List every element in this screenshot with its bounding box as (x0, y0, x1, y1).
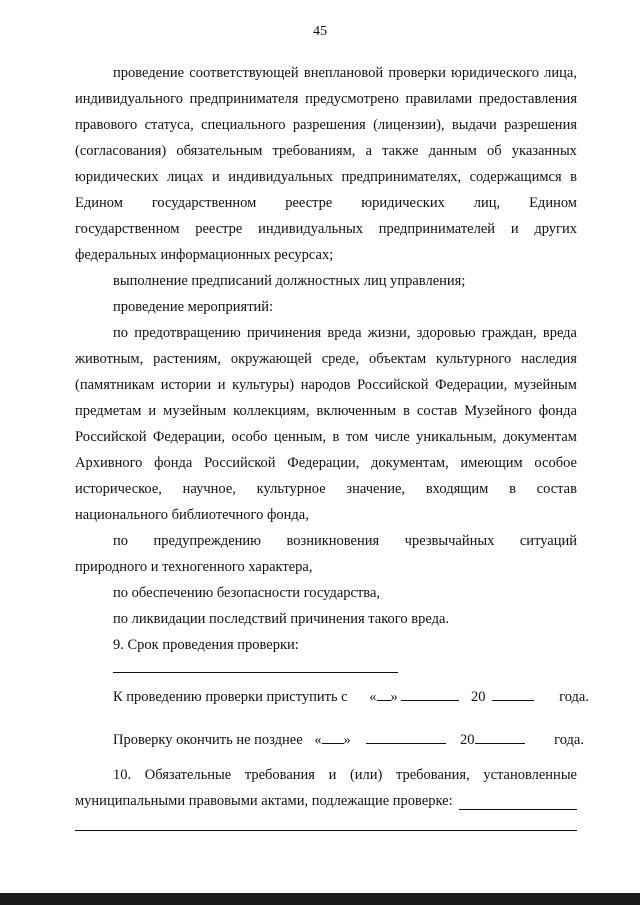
end-day-field[interactable] (322, 727, 344, 744)
end-month-field[interactable] (366, 727, 446, 744)
word: истории (160, 377, 212, 393)
word: лица, (544, 65, 577, 81)
word: в (403, 403, 410, 419)
paragraph-line (75, 372, 577, 398)
word: проверки (388, 65, 446, 81)
word: (согласования) (75, 143, 167, 159)
scan-bottom-edge (0, 893, 640, 905)
word: Российской (357, 377, 429, 393)
end-date-label: Проверку окончить не позднее (113, 732, 303, 748)
word: включенным (316, 403, 397, 419)
word: среде, (321, 351, 360, 367)
word: государственном (75, 221, 180, 237)
word: в (332, 429, 340, 445)
start-year-suffix: года. (559, 689, 589, 705)
word: фонда (154, 455, 193, 471)
start-day-field[interactable] (377, 684, 391, 701)
requirements-field[interactable] (459, 793, 577, 810)
word: состав (416, 403, 458, 419)
word: и (148, 403, 157, 419)
word: объектам (368, 351, 427, 367)
word: требования (244, 767, 315, 783)
word: народов (300, 377, 351, 393)
word: выдачи (451, 117, 497, 133)
paragraph-inspection-grounds (75, 60, 577, 242)
word: в (570, 169, 577, 185)
word: содержащимся (469, 169, 562, 185)
word: числе (374, 429, 410, 445)
section-10-text: муниципальными правовыми актами, подлежащие проверке: (75, 793, 453, 809)
word: Едином (75, 195, 123, 211)
word: значение, (346, 481, 406, 497)
word: индивидуальных (258, 221, 364, 237)
word: предоставления (478, 91, 577, 107)
word: входящим (425, 481, 489, 497)
word: специального (201, 117, 286, 133)
word: индивидуальных (228, 169, 334, 185)
word: 10. (113, 767, 132, 783)
document-body (75, 60, 577, 658)
word: правового (75, 117, 138, 133)
word: предотвращению (134, 325, 241, 341)
start-year-prefix: 20 (471, 689, 486, 705)
word: научное, (182, 481, 236, 497)
word: и (328, 767, 337, 783)
word: возникновения (286, 533, 380, 549)
word: Российской (75, 429, 147, 445)
word: и (211, 169, 220, 185)
word: и (510, 221, 519, 237)
paragraph-line (75, 476, 577, 502)
word: животным, (75, 351, 144, 367)
word: юридического (451, 65, 539, 81)
word: ценным, (273, 429, 327, 445)
word: растениям, (153, 351, 221, 367)
word: предпринимателя (189, 91, 299, 107)
word: обязательным (176, 143, 263, 159)
word: индивидуального (75, 91, 183, 107)
start-date-line (113, 684, 589, 706)
word: требованиям, (272, 143, 356, 159)
word: Музейного (464, 403, 532, 419)
word: Архивного (75, 455, 143, 471)
word: соответствующей (189, 65, 299, 81)
word: (памятникам (75, 377, 155, 393)
word: том (345, 429, 369, 445)
word: требования, (395, 767, 470, 783)
paragraph-line (75, 190, 577, 216)
start-month-field[interactable] (401, 684, 459, 701)
page-number: 45 (313, 24, 327, 39)
word: также (382, 143, 419, 159)
paragraph-line: природного и техногенного характера, (75, 559, 313, 575)
end-year-suffix: года. (554, 732, 584, 748)
word: разрешения (292, 117, 366, 133)
quote-close: » (343, 732, 351, 748)
end-date-line (113, 727, 584, 749)
word: (или) (349, 767, 383, 783)
word: причинения (246, 325, 322, 341)
requirements-continuation-line[interactable] (75, 830, 577, 831)
paragraph-line: национального библиотечного фонда, (75, 507, 309, 523)
section-10-first-line (75, 767, 577, 784)
word: предупреждению (153, 533, 262, 549)
word: жизни, (367, 325, 411, 341)
paragraph-emergency-first-line (75, 528, 577, 554)
word: а (365, 143, 373, 159)
word: указанных (511, 143, 577, 159)
word: вреда (327, 325, 362, 341)
word: об (486, 143, 502, 159)
paragraph-line: федеральных информационных ресурсах; (75, 247, 334, 263)
word: установленные (483, 767, 577, 783)
quote-open: « (369, 689, 377, 705)
word: реестре (195, 221, 243, 237)
word: вреда (542, 325, 577, 341)
paragraph-line (75, 450, 577, 476)
paragraph-line (75, 60, 577, 86)
word: разрешения (504, 117, 577, 133)
word: фонда (538, 403, 577, 419)
paragraph-line (75, 112, 577, 138)
word: реестре (285, 195, 333, 211)
paragraph-line (75, 138, 577, 164)
word: по (113, 325, 129, 341)
word: музейным (163, 403, 227, 419)
word: предусмотрено (305, 91, 399, 107)
paragraph-harm-prevention-first-line (75, 320, 577, 346)
quote-open: « (314, 732, 322, 748)
word: чрезвычайных (404, 533, 495, 549)
word: лиц, (473, 195, 501, 211)
start-year-field[interactable] (492, 684, 534, 701)
word: окружающей (230, 351, 312, 367)
word: правилами (405, 91, 473, 107)
section-9-heading: 9. Срок проведения проверки: (113, 637, 299, 653)
word: историческое, (75, 481, 162, 497)
word: состав (536, 481, 577, 497)
paragraph-harm-prevention (75, 346, 577, 502)
word: Едином (529, 195, 577, 211)
paragraph-consequences: по ликвидации последствий причинения такого вреда. (113, 611, 450, 627)
word: (лицензии), (373, 117, 445, 133)
word: коллекциям, (233, 403, 310, 419)
paragraph-line (75, 424, 577, 450)
paragraph-line (75, 216, 577, 242)
word: особое (534, 455, 577, 471)
word: имеющим (460, 455, 523, 471)
word: документам (502, 429, 577, 445)
paragraph-line (75, 164, 577, 190)
end-year-prefix: 20 (460, 732, 475, 748)
word: Федерации, (287, 455, 360, 471)
word: лицах (167, 169, 204, 185)
word: документам, (371, 455, 449, 471)
word: других (534, 221, 577, 237)
section-10-second-line (75, 793, 577, 810)
word: Обязательные (144, 767, 232, 783)
word: уникальным, (416, 429, 497, 445)
word: ситуаций (519, 533, 577, 549)
word: юридических (361, 195, 445, 211)
word: по (113, 533, 129, 549)
word: данным (428, 143, 477, 159)
word: внеплановой (303, 65, 384, 81)
word: культурное (256, 481, 326, 497)
word: проведение (113, 65, 185, 81)
paragraph-state-security: по обеспечению безопасности государства, (113, 585, 381, 601)
word: и (217, 377, 226, 393)
quote-close: » (390, 689, 398, 705)
paragraph-prescriptions: выполнение предписаний должностных лиц управления; (113, 273, 466, 289)
word: Федерации, (435, 377, 508, 393)
paragraph-measures: проведение мероприятий: (113, 299, 274, 315)
word: предпринимателях, (341, 169, 462, 185)
end-year-field[interactable] (475, 727, 525, 744)
word: Российской (204, 455, 276, 471)
paragraph-line (75, 398, 577, 424)
word: особо (231, 429, 268, 445)
word: музейным (513, 377, 577, 393)
word: культуры) (232, 377, 295, 393)
word: Федерации, (152, 429, 226, 445)
paragraph-line (75, 86, 577, 112)
word: юридических (75, 169, 159, 185)
inspection-term-blank[interactable] (113, 672, 398, 673)
word: статуса, (144, 117, 194, 133)
word: культурного (435, 351, 512, 367)
word: граждан, (481, 325, 537, 341)
word: в (509, 481, 516, 497)
word: наследия (521, 351, 577, 367)
paragraph-line (75, 346, 577, 372)
word: предметам (75, 403, 142, 419)
start-date-label: К проведению проверки приступить с (113, 689, 348, 705)
word: предпринимателей (378, 221, 496, 237)
word: здоровью (416, 325, 476, 341)
word: государственном (151, 195, 257, 211)
